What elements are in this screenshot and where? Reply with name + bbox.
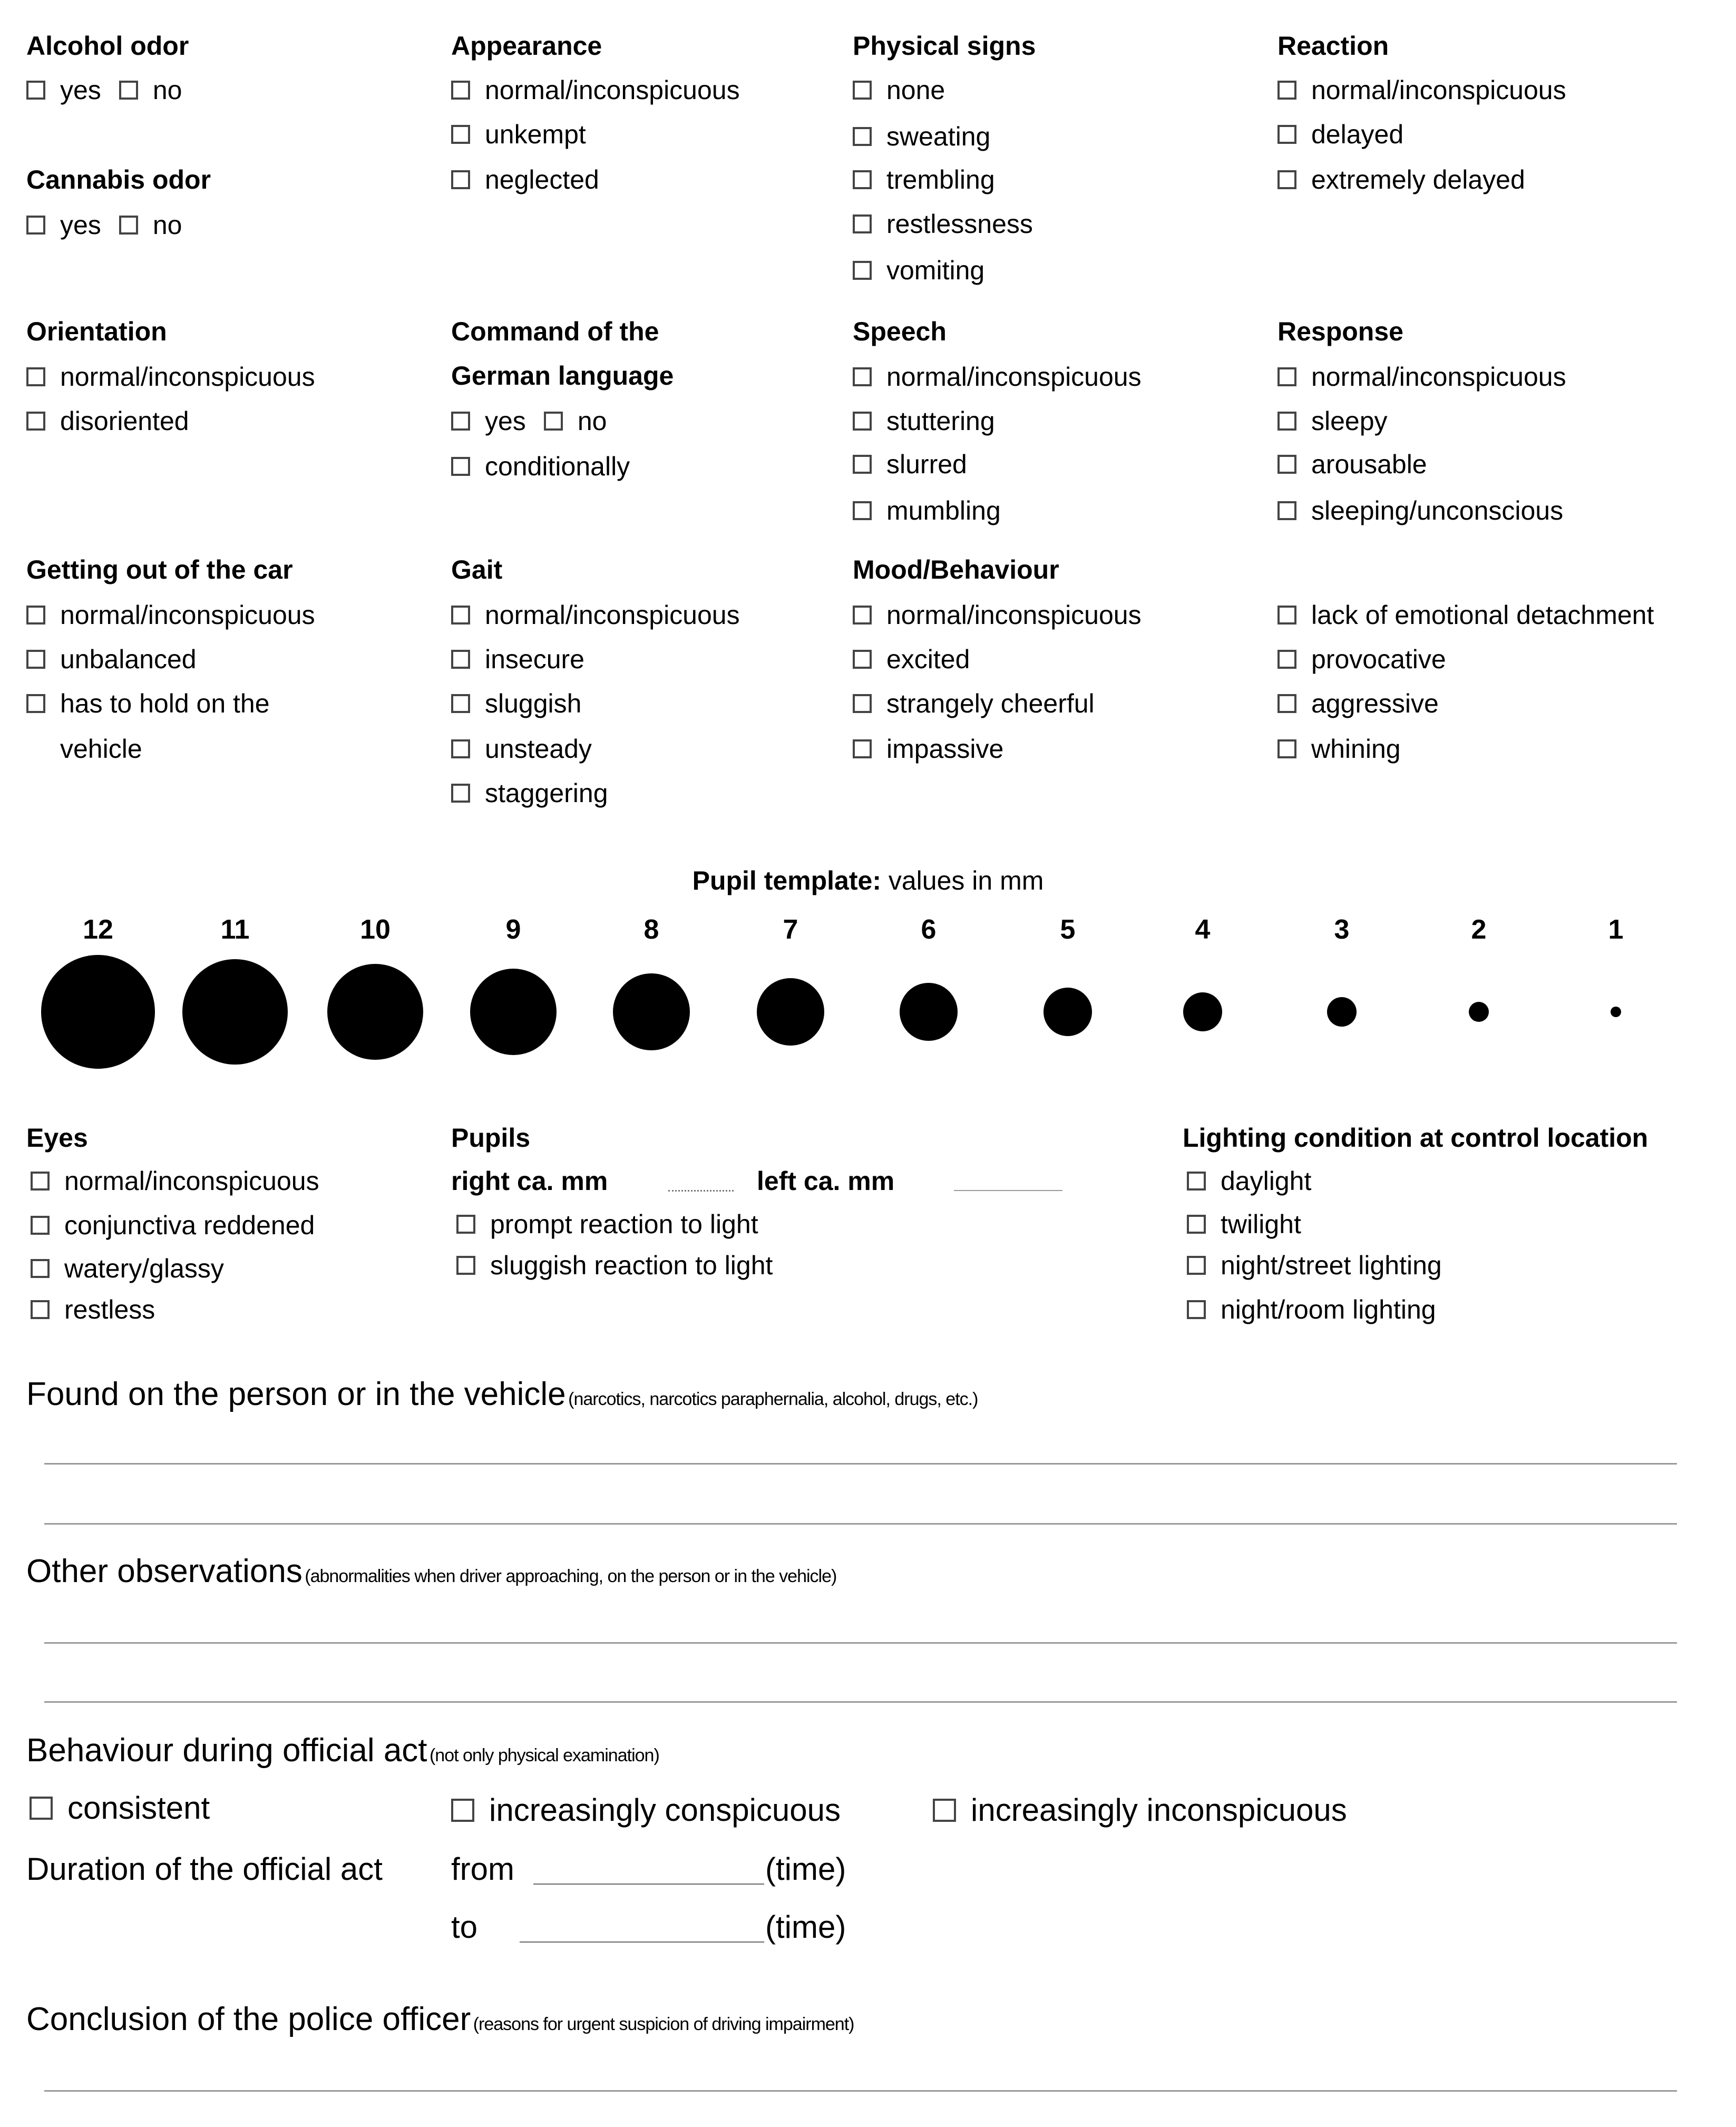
checkbox[interactable] (31, 1216, 50, 1235)
language-yes-checkbox[interactable] (451, 412, 470, 431)
from-time-field[interactable] (533, 1884, 764, 1885)
mood2-option[interactable] (1277, 644, 1446, 675)
checkbox[interactable] (1187, 1172, 1206, 1191)
speech-heading: Speech (853, 317, 947, 346)
pupil-right-field[interactable] (668, 1190, 734, 1192)
speech-option[interactable] (853, 406, 995, 436)
found-line-1[interactable] (44, 1463, 1677, 1465)
checkbox[interactable] (451, 1799, 474, 1822)
behaviour-option[interactable] (933, 1792, 1347, 1828)
conclusion-line-1[interactable] (44, 2090, 1677, 2092)
eyes-option[interactable] (31, 1210, 315, 1241)
pupil-size-circle (1183, 992, 1222, 1031)
option-label: trembling (886, 165, 995, 194)
physical-option[interactable] (853, 255, 984, 286)
cannabis-odor-heading: Cannabis odor (26, 165, 211, 194)
checkbox[interactable] (451, 457, 470, 476)
response-option[interactable] (1277, 362, 1566, 392)
option-label: sweating (886, 122, 991, 151)
checkbox[interactable] (853, 650, 872, 669)
checkbox[interactable] (853, 81, 872, 100)
alcohol-no-checkbox[interactable] (119, 81, 138, 100)
checkbox[interactable] (853, 261, 872, 280)
pupil-size-circle (41, 955, 155, 1069)
cannabis-odor-options (26, 210, 182, 240)
reaction-option[interactable] (1277, 119, 1403, 150)
appearance-option[interactable] (451, 75, 740, 105)
other-section-heading (26, 1553, 836, 1590)
pupils-option[interactable] (456, 1250, 773, 1281)
checkbox[interactable] (451, 650, 470, 669)
response-heading: Response (1277, 317, 1403, 346)
appearance-heading: Appearance (451, 31, 602, 61)
checkbox[interactable] (1277, 367, 1296, 386)
pupil-size-label: 2 (1471, 914, 1487, 945)
mood2-option[interactable] (1277, 600, 1654, 630)
speech-option[interactable] (853, 362, 1142, 392)
orientation-option[interactable] (26, 362, 315, 392)
option-label: night/street lighting (1221, 1251, 1442, 1280)
behaviour-option[interactable] (451, 1792, 841, 1828)
checkbox[interactable] (1277, 606, 1296, 625)
option-label: provocative (1311, 645, 1446, 674)
option-label: staggering (485, 778, 608, 808)
checkbox[interactable] (451, 81, 470, 100)
option-label: night/room lighting (1221, 1295, 1436, 1324)
alcohol-no-label: no (152, 75, 182, 105)
mood-option[interactable] (853, 644, 970, 675)
conclusion-section-heading (26, 2001, 854, 2038)
eyes-option[interactable] (31, 1253, 224, 1284)
pupil-size-label: 9 (505, 914, 521, 945)
pupil-size-circle (757, 978, 824, 1046)
option-label: unbalanced (60, 645, 197, 674)
from-label: from (451, 1851, 514, 1887)
option-label: sleeping/unconscious (1311, 496, 1564, 525)
pupil-template-title-rest: values in mm (881, 866, 1044, 895)
option-label: restless (64, 1295, 155, 1324)
gait-option[interactable] (451, 734, 592, 764)
checkbox[interactable] (853, 694, 872, 713)
checkbox[interactable] (30, 1797, 53, 1820)
appearance-option[interactable] (451, 164, 599, 195)
option-label: normal/inconspicuous (485, 600, 740, 630)
checkbox[interactable] (26, 412, 45, 431)
from-time-label: (time) (765, 1851, 846, 1887)
gait-option[interactable] (451, 600, 740, 630)
lighting-option[interactable] (1187, 1209, 1301, 1240)
checkbox[interactable] (451, 170, 470, 189)
option-label: whining (1311, 734, 1401, 764)
option-label: aggressive (1311, 689, 1439, 718)
option-label: has to hold on the (60, 689, 270, 718)
pupil-size-circle (1611, 1007, 1621, 1017)
physical-signs-heading: Physical signs (853, 31, 1036, 61)
behaviour-note: (not only physical examination) (429, 1745, 659, 1765)
pupil-size-label: 6 (921, 914, 937, 945)
option-label: sluggish (485, 689, 582, 718)
pupil-size-label: 7 (783, 914, 798, 945)
pupil-size-circle (182, 959, 288, 1065)
behaviour-option[interactable] (30, 1790, 210, 1826)
cannabis-yes-checkbox[interactable] (26, 216, 45, 235)
pupil-size-label: 8 (643, 914, 659, 945)
checkbox[interactable] (1277, 694, 1296, 713)
orientation-heading: Orientation (26, 317, 167, 346)
option-label: normal/inconspicuous (1311, 362, 1566, 392)
reaction-option[interactable] (1277, 75, 1566, 105)
gait-option[interactable] (451, 688, 581, 719)
option-label: conditionally (485, 452, 630, 481)
language-heading-line2: German language (451, 361, 674, 391)
checkbox[interactable] (456, 1256, 475, 1275)
mood-option[interactable] (853, 600, 1142, 630)
checkbox[interactable] (853, 455, 872, 474)
lighting-option[interactable] (1187, 1166, 1311, 1196)
option-label: restlessness (886, 209, 1033, 239)
gait-heading: Gait (451, 555, 503, 584)
checkbox[interactable] (1277, 739, 1296, 758)
mood-heading: Mood/Behaviour (853, 555, 1059, 584)
found-line-2[interactable] (44, 1523, 1677, 1525)
option-label: vomiting (886, 256, 985, 285)
reaction-option[interactable] (1277, 164, 1525, 195)
option-label: impassive (886, 734, 1004, 764)
alcohol-yes-label: yes (60, 75, 101, 105)
getting-out-heading: Getting out of the car (26, 555, 293, 584)
option-label: slurred (886, 450, 967, 479)
getting-out-continuation: vehicle (60, 734, 142, 764)
speech-option[interactable] (853, 449, 967, 480)
checkbox[interactable] (1277, 501, 1296, 520)
option-label: normal/inconspicuous (64, 1166, 319, 1196)
other-line-1[interactable] (44, 1642, 1677, 1644)
pupil-size-label: 10 (360, 914, 391, 945)
response-option[interactable] (1277, 495, 1563, 526)
pupil-size-circle (613, 973, 690, 1050)
pupil-size-circle (900, 983, 958, 1041)
lighting-option[interactable] (1187, 1294, 1436, 1325)
option-label: extremely delayed (1311, 165, 1525, 194)
option-label: stuttering (886, 406, 995, 436)
option-label: daylight (1221, 1166, 1312, 1196)
pupil-size-circle (470, 969, 557, 1055)
checkbox[interactable] (31, 1172, 50, 1191)
physical-option[interactable] (853, 75, 945, 105)
appearance-option[interactable] (451, 119, 586, 150)
found-section-heading (26, 1375, 978, 1413)
getting-out-option[interactable] (26, 644, 197, 675)
other-line-2[interactable] (44, 1701, 1677, 1703)
pupil-size-label: 4 (1195, 914, 1211, 945)
eyes-heading: Eyes (26, 1123, 88, 1153)
checkbox[interactable] (451, 606, 470, 625)
option-label: lack of emotional detachment (1311, 600, 1654, 630)
alcohol-odor-options (26, 75, 182, 105)
to-time-label: (time) (765, 1909, 846, 1945)
checkbox[interactable] (853, 412, 872, 431)
checkbox[interactable] (1277, 170, 1296, 189)
lighting-heading: Lighting condition at control location (1183, 1123, 1649, 1153)
to-time-field[interactable] (520, 1941, 764, 1943)
language-yes-label: yes (485, 406, 526, 436)
checkbox[interactable] (456, 1215, 475, 1234)
option-label: insecure (485, 645, 584, 674)
conclusion-title: Conclusion of the police officer (26, 2001, 471, 2037)
pupil-template-title-bold: Pupil template: (692, 866, 881, 895)
cannabis-yes-label: yes (60, 210, 101, 240)
found-title: Found on the person or in the vehicle (26, 1376, 566, 1412)
option-label: strangely cheerful (886, 689, 1095, 718)
option-label: watery/glassy (64, 1254, 224, 1283)
language-no-label: no (577, 406, 607, 436)
option-label: disoriented (60, 406, 189, 436)
checkbox[interactable] (26, 606, 45, 625)
option-label: unsteady (485, 734, 592, 764)
language-heading-line1: Command of the (451, 317, 659, 346)
option-label: delayed (1311, 120, 1404, 149)
cannabis-no-checkbox[interactable] (119, 216, 138, 235)
option-label: normal/inconspicuous (60, 600, 315, 630)
orientation-option[interactable] (26, 406, 189, 436)
option-label: consistent (67, 1790, 210, 1826)
alcohol-yes-checkbox[interactable] (26, 81, 45, 100)
pupil-size-label: 5 (1060, 914, 1076, 945)
option-label: normal/inconspicuous (485, 75, 740, 105)
option-label: mumbling (886, 496, 1001, 525)
checkbox[interactable] (853, 739, 872, 758)
pupil-right-label: right ca. mm (451, 1166, 608, 1196)
getting-out-option[interactable] (26, 688, 270, 719)
mood-option[interactable] (853, 688, 1095, 719)
checkbox[interactable] (1187, 1300, 1206, 1319)
found-note: (narcotics, narcotics paraphernalia, alcohol, drugs, etc.) (568, 1389, 978, 1409)
option-label: twilight (1221, 1209, 1301, 1239)
language-no-checkbox[interactable] (544, 412, 563, 431)
option-label: none (886, 75, 945, 105)
mood2-option[interactable] (1277, 734, 1401, 764)
pupil-size-label: 11 (220, 914, 250, 945)
lighting-option[interactable] (1187, 1250, 1442, 1281)
behaviour-title: Behaviour during official act (26, 1732, 427, 1769)
option-label: sleepy (1311, 406, 1388, 436)
checkbox[interactable] (853, 606, 872, 625)
option-label: conjunctiva reddened (64, 1211, 315, 1240)
checkbox[interactable] (1277, 455, 1296, 474)
pupil-size-circle (1469, 1002, 1489, 1022)
option-label: increasingly conspicuous (489, 1792, 841, 1828)
pupils-heading: Pupils (451, 1123, 531, 1153)
language-option[interactable] (451, 451, 630, 482)
checkbox[interactable] (1277, 81, 1296, 100)
checkbox[interactable] (1277, 412, 1296, 431)
checkbox[interactable] (451, 784, 470, 803)
pupil-size-circle (1043, 988, 1092, 1036)
pupil-left-label: left ca. mm (757, 1166, 895, 1196)
behaviour-section-heading (26, 1732, 659, 1769)
other-title: Other observations (26, 1553, 303, 1589)
pupil-template-title (0, 865, 1736, 896)
option-label: normal/inconspicuous (60, 362, 315, 392)
checkbox[interactable] (853, 501, 872, 520)
pupil-size-circle (327, 964, 423, 1060)
checkbox[interactable] (26, 650, 45, 669)
speech-option[interactable] (853, 495, 1001, 526)
checkbox[interactable] (1277, 125, 1296, 144)
response-option[interactable] (1277, 406, 1388, 436)
checkbox[interactable] (853, 367, 872, 386)
pupil-size-label: 1 (1608, 914, 1624, 945)
checkbox[interactable] (853, 214, 872, 233)
pupil-size-label: 12 (83, 914, 113, 945)
option-label: prompt reaction to light (490, 1209, 758, 1239)
response-option[interactable] (1277, 449, 1427, 480)
pupil-size-circle (1327, 997, 1357, 1027)
gait-option[interactable] (451, 778, 608, 808)
checkbox[interactable] (31, 1259, 50, 1278)
eyes-option[interactable] (31, 1166, 319, 1196)
option-label: neglected (485, 165, 599, 194)
duration-label: Duration of the official act (26, 1851, 383, 1887)
eyes-option[interactable] (31, 1294, 155, 1325)
other-note: (abnormalities when driver approaching, on the person or in the vehicle) (305, 1566, 837, 1586)
physical-option[interactable] (853, 121, 990, 152)
pupils-option[interactable] (456, 1209, 758, 1240)
checkbox[interactable] (1187, 1215, 1206, 1234)
option-label: normal/inconspicuous (886, 600, 1142, 630)
mood2-option[interactable] (1277, 688, 1439, 719)
checkbox[interactable] (26, 367, 45, 386)
checkbox[interactable] (451, 694, 470, 713)
checkbox[interactable] (31, 1300, 50, 1319)
option-label: increasingly inconspicuous (971, 1792, 1347, 1828)
pupil-size-label: 3 (1334, 914, 1350, 945)
gait-option[interactable] (451, 644, 584, 675)
alcohol-odor-heading: Alcohol odor (26, 31, 189, 61)
checkbox[interactable] (853, 170, 872, 189)
option-label: unkempt (485, 120, 586, 149)
checkbox[interactable] (1187, 1256, 1206, 1275)
option-label: sluggish reaction to light (490, 1251, 773, 1280)
physical-option[interactable] (853, 164, 995, 195)
option-label: normal/inconspicuous (886, 362, 1142, 392)
language-yes-no (451, 406, 607, 436)
to-label: to (451, 1909, 478, 1945)
checkbox[interactable] (451, 125, 470, 144)
conclusion-note: (reasons for urgent suspicion of driving impairment) (473, 2014, 854, 2034)
checkbox[interactable] (933, 1799, 956, 1822)
option-label: normal/inconspicuous (1311, 75, 1566, 105)
reaction-heading: Reaction (1277, 31, 1389, 61)
option-label: excited (886, 645, 970, 674)
option-label: arousable (1311, 450, 1427, 479)
mood-option[interactable] (853, 734, 1003, 764)
checkbox[interactable] (853, 127, 872, 146)
physical-option[interactable] (853, 209, 1033, 239)
pupil-left-field[interactable] (954, 1190, 1062, 1191)
getting-out-option[interactable] (26, 600, 315, 630)
cannabis-no-label: no (152, 210, 182, 240)
checkbox[interactable] (451, 739, 470, 758)
checkbox[interactable] (1277, 650, 1296, 669)
checkbox[interactable] (26, 694, 45, 713)
